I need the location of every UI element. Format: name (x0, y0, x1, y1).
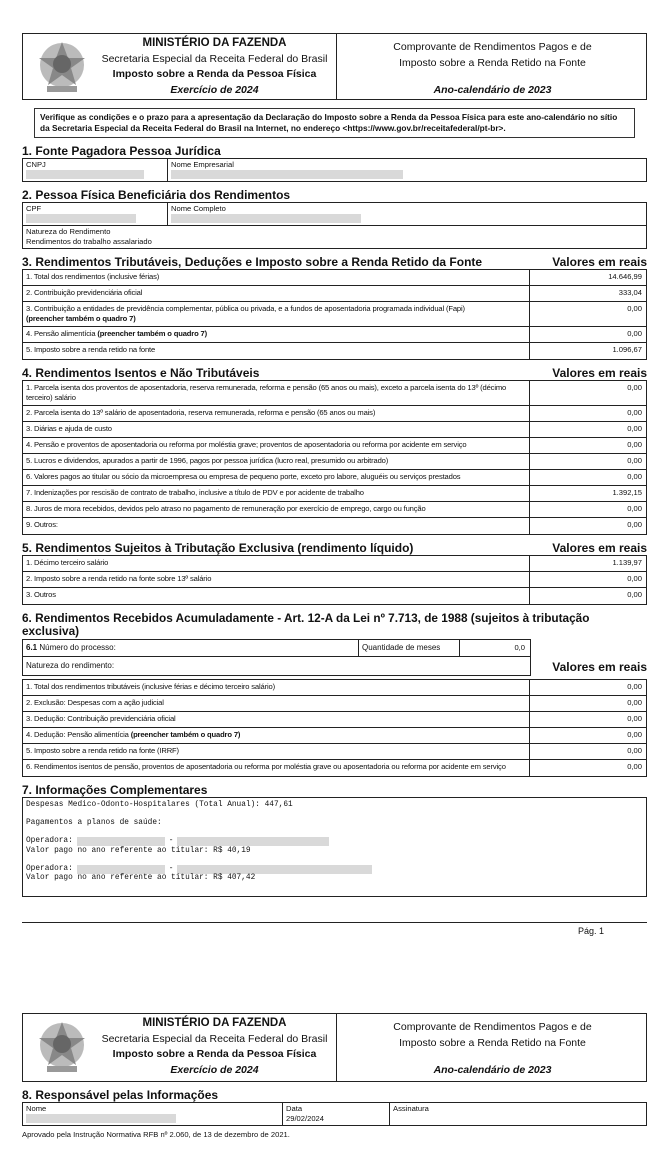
document-header-2 (22, 1013, 647, 1082)
doc-title-line1: Comprovante de Rendimentos Pagos e de (393, 41, 592, 53)
row-label (23, 343, 529, 359)
section-1-box (22, 158, 647, 182)
row-value: 0,00 (529, 518, 646, 534)
calendar-year: Ano-calendário de 2023 (433, 1063, 552, 1076)
row-label-text: 7. Indenizações por rescisão de contrato de trabalho, inclusive a título de PDV e por acidente de trabalho (26, 488, 364, 497)
process-number-code: 6.1 (26, 643, 38, 652)
row-label (23, 470, 529, 485)
tax-name: Imposto sobre a Renda da Pessoa Física (112, 1047, 317, 1060)
row-label-text: 5. Imposto sobre a renda retido na fonte (26, 345, 156, 354)
table-row (23, 744, 646, 760)
row-value: 0,00 (529, 744, 646, 759)
row-value: 0,00 (529, 502, 646, 517)
row-label (23, 502, 529, 517)
row-label-text: 3. Dedução: Contribuição previdenciária oficial (26, 714, 176, 723)
company-name-label: Nome Empresarial (171, 160, 234, 169)
row-value: 0,00 (529, 696, 646, 711)
section-3-title (22, 256, 647, 269)
section-1-title (22, 145, 647, 158)
table-row (23, 302, 646, 327)
row-value: 0,00 (529, 712, 646, 727)
brazil-coat-of-arms-icon (33, 38, 91, 96)
nature-income-label: Natureza do rendimento: (26, 661, 115, 670)
row-value: 0,00 (529, 406, 646, 421)
operator-2-dash: - (168, 864, 174, 873)
company-name-redacted (171, 170, 403, 179)
process-number-label (23, 640, 358, 656)
row-label-text: 6. Valores pagos ao titular ou sócio da microempresa ou empresa de pequeno porte, exceto pro labore, aluguéis ou serviços prestados (26, 472, 461, 481)
values-label: Valores em reais (552, 541, 647, 555)
row-label (23, 486, 529, 501)
table-row (23, 454, 646, 470)
row-label (23, 680, 529, 695)
row-label-text: 1. Décimo terceiro salário (26, 558, 109, 567)
row-label-text: 3. Contribuição a entidades de previdência complementar, pública ou privada, e a fundos de aposentadoria programada individual (Fapi) (26, 304, 465, 313)
section-8-heading: 8. Responsável pelas Informações (22, 1087, 219, 1102)
row-value: 1.392,15 (529, 486, 646, 501)
row-label (23, 286, 529, 301)
section-5-title (22, 542, 647, 555)
secretariat-name: Secretaria Especial da Receita Federal do Brasil (101, 53, 328, 65)
operator-1-redacted (77, 837, 165, 846)
row-label-text: 1. Total dos rendimentos (inclusive férias) (26, 272, 160, 281)
row-label (23, 381, 529, 405)
ministry-name: MINISTÉRIO DA FAZENDA (142, 37, 287, 49)
row-label (23, 556, 529, 571)
date-value: 29/02/2024 (286, 1113, 325, 1123)
months-value: 0,0 (459, 640, 530, 656)
row-value: 0,00 (529, 454, 646, 469)
date-label: Data (286, 1103, 303, 1113)
operator-2-redacted (77, 865, 165, 874)
exercise-year: Exercício de 2024 (170, 1063, 259, 1076)
responsible-name-label: Nome (26, 1103, 47, 1113)
section-6-title (22, 612, 647, 638)
operator-1-value: Valor pago no ano referente ao titular: R$ 40,19 (26, 846, 251, 855)
row-label (23, 302, 529, 326)
row-value: 0,00 (529, 572, 646, 587)
section-3-table (22, 269, 647, 360)
row-label-text: 3. Outros (26, 590, 56, 599)
table-row (23, 502, 646, 518)
row-value: 0,00 (529, 422, 646, 437)
secretariat-name: Secretaria Especial da Receita Federal do Brasil (101, 1032, 328, 1045)
signature-label: Assinatura (393, 1103, 429, 1113)
operator-2-value: Valor pago no ano referente ao titular: R$ 407,42 (26, 874, 256, 882)
table-row (23, 470, 646, 486)
row-label-text: 4. Pensão e proventos de aposentadoria ou reforma por moléstia grave; proventos de aposentadoria ou reforma por acidente em serviço (26, 440, 467, 449)
nature-label: Natureza do Rendimento (26, 227, 111, 236)
row-label-text: 5. Imposto sobre a renda retido na fonte (IRRF) (26, 746, 179, 755)
row-label (23, 744, 529, 759)
row-label (23, 696, 529, 711)
section-2-title (22, 189, 647, 202)
cpf-label: CPF (26, 204, 42, 213)
row-label (23, 588, 529, 604)
ministry-name: MINISTÉRIO DA FAZENDA (142, 1016, 287, 1029)
section-2-box (22, 202, 647, 249)
row-label-text: 2. Contribuição previdenciária oficial (26, 288, 143, 297)
section-1-heading: 1. Fonte Pagadora Pessoa Jurídica (22, 144, 221, 158)
full-name-label: Nome Completo (171, 204, 226, 213)
operator-2-name-redacted (177, 865, 372, 874)
page-divider (22, 922, 647, 923)
row-value: 0,00 (529, 760, 646, 776)
doc-title-line2: Imposto sobre a Renda Retido na Fonte (399, 1036, 586, 1049)
table-row (23, 680, 646, 696)
table-row (23, 286, 646, 302)
table-row (23, 486, 646, 502)
table-row (23, 381, 646, 406)
row-label (23, 572, 529, 587)
row-value: 1.096,67 (529, 343, 646, 359)
doc-title-line2: Imposto sobre a Renda Retido na Fonte (399, 57, 586, 69)
row-value: 0,00 (529, 327, 646, 342)
page-number: Pág. 1 (578, 925, 605, 936)
months-label: Quantidade de meses (358, 640, 459, 656)
section-6-process-area (22, 639, 647, 676)
document-page (22, 0, 647, 1159)
table-row (23, 270, 646, 286)
table-row (23, 422, 646, 438)
cpf-redacted (26, 214, 136, 223)
notice-box: Verifique as condições e o prazo para a apresentação da Declaração do Imposto sobre a Renda da Pessoa Física para este ano-calendário no sítio da Secretaria Especial da Receita Federal do Brasil na Internet, no endereço <https://www.gov.br/receitafederal/pt-br>. (34, 108, 635, 138)
table-row (23, 327, 646, 343)
section-6-process-box (22, 639, 531, 676)
cnpj-redacted (26, 170, 144, 179)
row-value: 0,00 (529, 381, 646, 405)
table-row (23, 556, 646, 572)
row-value: 333,04 (529, 286, 646, 301)
row-label (23, 712, 529, 727)
table-row (23, 712, 646, 728)
brazil-coat-of-arms-icon (33, 1018, 91, 1076)
process-number-text: Número do processo: (37, 643, 116, 652)
calendar-year: Ano-calendário de 2023 (433, 84, 552, 96)
section-6-heading: 6. Rendimentos Recebidos Acumuladamente - Art. 12-A da Lei nº 7.713, de 1988 (sujeitos à tributação exclusiva) (22, 611, 590, 638)
row-value: 0,00 (529, 728, 646, 743)
doc-title-line1: Comprovante de Rendimentos Pagos e de (393, 1020, 592, 1033)
section-8-box (22, 1102, 647, 1126)
row-label-text: 2. Exclusão: Despesas com a ação judicial (26, 698, 164, 707)
row-label-text: 2. Imposto sobre a renda retido na fonte sobre 13º salário (26, 574, 212, 583)
operator-1-line (26, 837, 643, 847)
section-7-heading: 7. Informações Complementares (22, 783, 208, 797)
values-label: Valores em reais (552, 660, 647, 674)
row-value: 0,00 (529, 302, 646, 326)
document-header (22, 33, 647, 100)
row-label-note: (preencher também o quadro 7) (130, 730, 241, 739)
section-5-table (22, 555, 647, 605)
row-label (23, 728, 529, 743)
section-2-heading: 2. Pessoa Física Beneficiária dos Rendimentos (22, 188, 291, 202)
values-label: Valores em reais (552, 366, 647, 380)
row-value: 0,00 (529, 588, 646, 604)
row-label (23, 438, 529, 453)
row-label-text: 3. Diárias e ajuda de custo (26, 424, 112, 433)
table-row (23, 518, 646, 534)
row-label (23, 518, 529, 534)
section-7-title (22, 784, 647, 797)
row-label-text: 4. Pensão alimentícia (26, 329, 98, 338)
operator-1-dash: - (168, 837, 174, 845)
row-label-text: 2. Parcela isenta do 13º salário de aposentadoria, reserva remunerada, reforma e pensão (65 anos ou mais) (26, 408, 376, 417)
section-8-title (22, 1089, 647, 1102)
health-plans-label: Pagamentos a planos de saúde: (26, 819, 162, 827)
exercise-year: Exercício de 2024 (170, 84, 259, 96)
table-row (23, 572, 646, 588)
values-label: Valores em reais (552, 255, 647, 269)
full-name-redacted (171, 214, 361, 223)
table-row (23, 696, 646, 712)
row-label-text: 8. Juros de mora recebidos, devidos pelo atraso no pagamento de remuneração por exercício de emprego, cargo ou função (26, 504, 426, 513)
row-label-text: 4. Dedução: Pensão alimentícia (26, 730, 131, 739)
row-label-note: (preencher também o quadro 7) (97, 329, 208, 338)
nature-value: Rendimentos do trabalho assalariado (26, 237, 152, 246)
table-row (23, 728, 646, 744)
row-label-text: 1. Parcela isenta dos proventos de aposentadoria, reserva remunerada, reforma e pensão (65 anos ou mais), exceto a parcela isenta do 13º (décimo terceiro) salário (26, 383, 507, 402)
row-label (23, 270, 529, 285)
row-label-note: (preencher também o quadro 7) (26, 314, 136, 323)
approval-footer: Aprovado pela Instrução Normativa RFB nº 2.060, de 13 de dezembro de 2021. (22, 1129, 290, 1139)
row-label-text: 6. Rendimentos isentos de pensão, proventos de aposentadoria ou reforma por moléstia grave ou aposentadoria ou reforma por acidente em serviço (26, 762, 506, 771)
section-4-heading: 4. Rendimentos Isentos e Não Tributáveis (22, 366, 260, 380)
table-row (23, 438, 646, 454)
section-4-table (22, 380, 647, 535)
section-3-heading: 3. Rendimentos Tributáveis, Deduções e Imposto sobre a Renda Retido da Fonte (22, 255, 483, 269)
medical-expenses: Despesas Medico-Odonto-Hospitalares (Total Anual): 447,61 (26, 801, 293, 809)
row-label (23, 406, 529, 421)
row-label-text: 5. Lucros e dividendos, apurados a partir de 1996, pagos por pessoa jurídica (lucro real, presumido ou arbitrado) (26, 456, 389, 465)
section-7-box (22, 797, 647, 897)
row-label (23, 327, 529, 342)
responsible-name-redacted (26, 1114, 176, 1123)
operator-2-label: Operadora: (26, 864, 73, 873)
table-row (23, 406, 646, 422)
row-label (23, 454, 529, 469)
cnpj-label: CNPJ (26, 160, 46, 169)
row-value: 14.646,99 (529, 270, 646, 285)
row-label (23, 760, 529, 776)
tax-name: Imposto sobre a Renda da Pessoa Física (112, 68, 317, 80)
operator-2-line (26, 865, 643, 875)
table-row (23, 588, 646, 604)
row-label-text: 1. Total dos rendimentos tributáveis (inclusive férias e décimo terceiro salário) (26, 682, 275, 691)
row-label-text: 9. Outros: (26, 520, 58, 529)
row-value: 0,00 (529, 680, 646, 695)
table-row (23, 760, 646, 776)
section-5-heading: 5. Rendimentos Sujeitos à Tributação Exclusiva (rendimento líquido) (22, 541, 414, 555)
row-value: 1.139,97 (529, 556, 646, 571)
operator-1-name-redacted (177, 837, 329, 846)
row-value: 0,00 (529, 438, 646, 453)
operator-1-label: Operadora: (26, 837, 73, 845)
section-4-title (22, 367, 647, 380)
row-value: 0,00 (529, 470, 646, 485)
table-row (23, 343, 646, 359)
section-6-table (22, 679, 647, 777)
row-label (23, 422, 529, 437)
